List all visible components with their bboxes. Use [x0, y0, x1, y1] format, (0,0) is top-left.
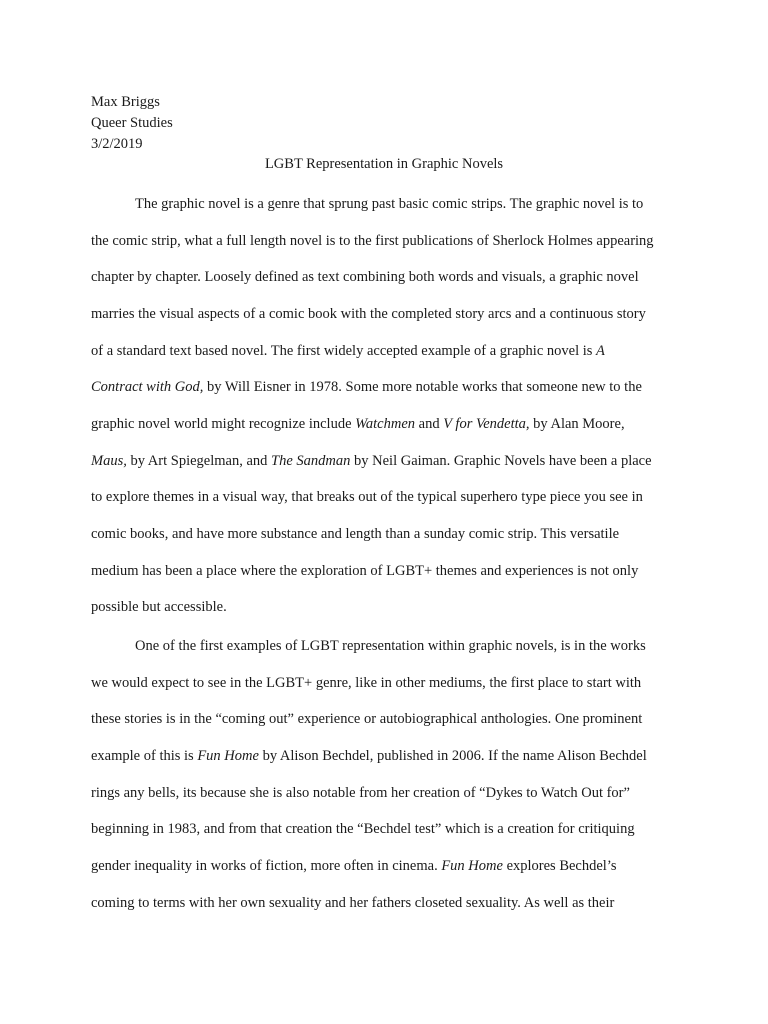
book-title: Fun Home [441, 858, 503, 874]
body-line: of a standard text based novel. The first widely accepted example of a graphic novel is A [91, 343, 605, 359]
body-line: to explore themes in a visual way, that breaks out of the typical superhero type piece you see in [91, 489, 643, 505]
document-title: LGBT Representation in Graphic Novels [264, 156, 504, 172]
body-line: possible but accessible. [91, 599, 227, 615]
body-line: the comic strip, what a full length novel is to the first publications of Sherlock Holmes appearing [91, 233, 654, 249]
book-title: V for Vendetta, [443, 416, 530, 432]
course-name: Queer Studies [91, 115, 173, 131]
body-line: example of this is Fun Home by Alison Bechdel, published in 2006. If the name Alison Bechdel [91, 748, 647, 764]
body-line: these stories is in the “coming out” experience or autobiographical anthologies. One prominent [91, 711, 643, 727]
body-line: gender inequality in works of fiction, more often in cinema. Fun Home explores Bechdel’s [91, 858, 617, 874]
book-title: Watchmen [355, 416, 416, 432]
body-line: we would expect to see in the LGBT+ genre, like in other mediums, the first place to start with [91, 675, 642, 691]
body-line: comic books, and have more substance and length than a sunday comic strip. This versatile [91, 526, 620, 542]
book-title: Maus, [91, 453, 127, 469]
book-title: Fun Home [197, 748, 259, 764]
book-title: A [596, 343, 605, 359]
body-line: Maus, by Art Spiegelman, and The Sandman by Neil Gaiman. Graphic Novels have been a place [91, 453, 652, 469]
book-title: The Sandman [271, 453, 351, 469]
body-line: chapter by chapter. Loosely defined as text combining both words and visuals, a graphic novel [91, 269, 639, 285]
document-date: 3/2/2019 [91, 136, 143, 152]
body-line: One of the first examples of LGBT representation within graphic novels, is in the works [135, 638, 646, 654]
body-line: rings any bells, its because she is also notable from her creation of “Dykes to Watch Out for” [91, 785, 630, 801]
body-line: marries the visual aspects of a comic book with the completed story arcs and a continuous story [91, 306, 646, 322]
body-line: medium has been a place where the exploration of LGBT+ themes and experiences is not only [91, 563, 639, 579]
body-line: The graphic novel is a genre that sprung past basic comic strips. The graphic novel is to [135, 196, 644, 212]
body-line: beginning in 1983, and from that creation the “Bechdel test” which is a creation for critiquing [91, 821, 635, 837]
header-block [91, 92, 173, 155]
author-name: Max Briggs [91, 94, 160, 110]
body-line: coming to terms with her own sexuality and her fathers closeted sexuality. As well as their [91, 895, 615, 911]
body-line: Contract with God, by Will Eisner in 1978. Some more notable works that someone new to the [91, 379, 642, 395]
book-title: Contract with God, [91, 379, 204, 395]
body-line: graphic novel world might recognize include Watchmen and V for Vendetta, by Alan Moore, [91, 416, 625, 432]
